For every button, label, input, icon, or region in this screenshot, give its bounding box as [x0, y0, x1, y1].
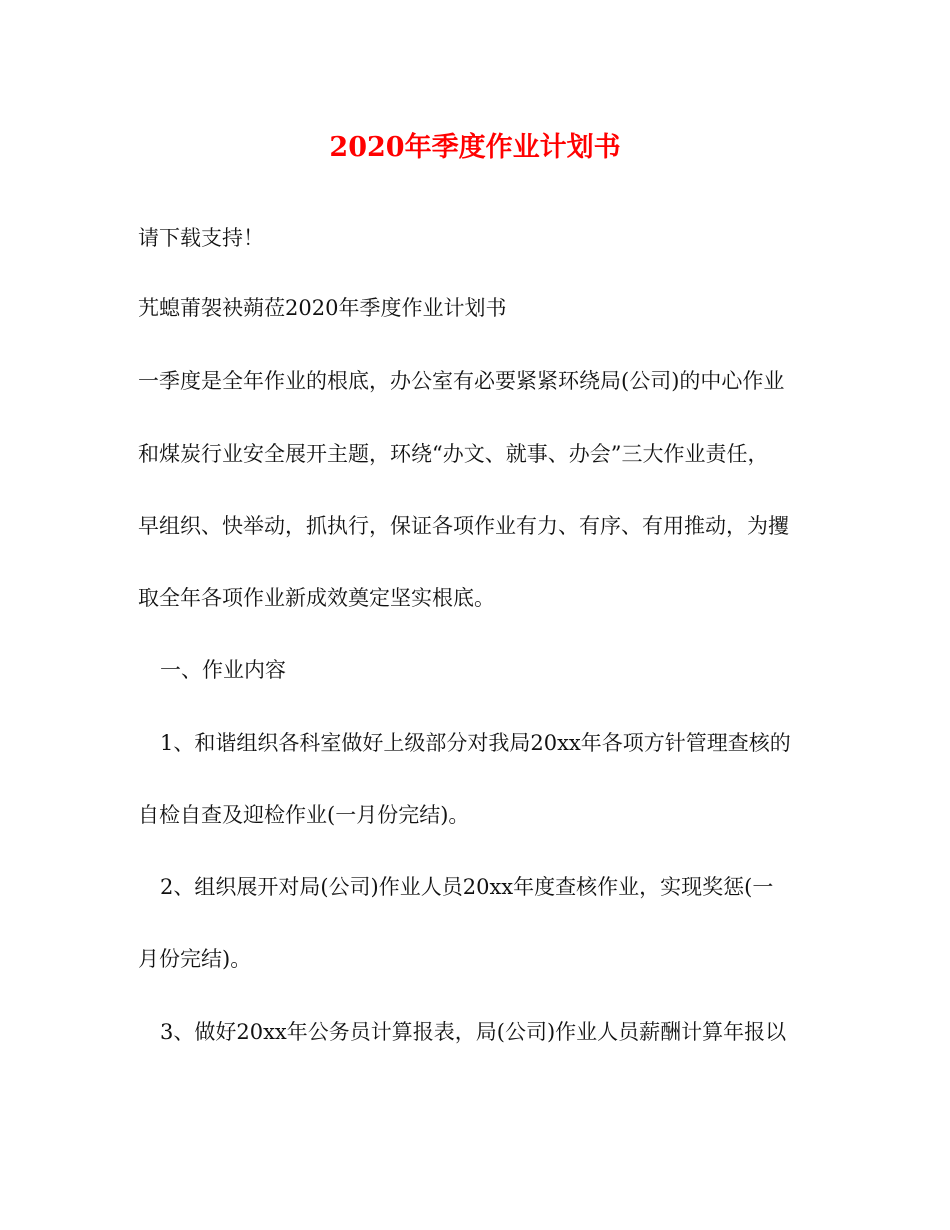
list-item-line: 3、做好20xx年公务员计算报表，局(公司)作业人员薪酬计算年报以	[160, 1020, 787, 1044]
paragraph-line: 取全年各项作业新成效奠定坚实根底。	[138, 586, 495, 610]
paragraph-line: 早组织、快举动，抓执行，保证各项作业有力、有序、有用推动，为攫	[138, 514, 789, 538]
list-item-line: 1、和谐组织各科室做好上级部分对我局20xx年各项方针管理查核的	[160, 731, 791, 755]
document-title: 2020年季度作业计划书	[329, 132, 621, 163]
paragraph-line: 一季度是全年作业的根底，办公室有必要紧紧环绕局(公司)的中心作业	[138, 369, 785, 393]
download-support-line: 请下载支持！	[138, 226, 264, 250]
paragraph-line: 和煤炭行业安全展开主题，环绕“办文、就事、办会”三大作业责任，	[138, 442, 769, 466]
list-item-line: 月份完结)。	[138, 947, 252, 971]
subtitle-line: 艽螅莆袈袂蒴莅2020年季度作业计划书	[138, 296, 507, 320]
section-heading: 一、作业内容	[160, 658, 286, 682]
list-item-line: 自检自查及迎检作业(一月份完结)。	[138, 803, 470, 827]
list-item-line: 2、组织展开对局(公司)作业人员20xx年度查核作业，实现奖惩(一	[160, 875, 774, 899]
